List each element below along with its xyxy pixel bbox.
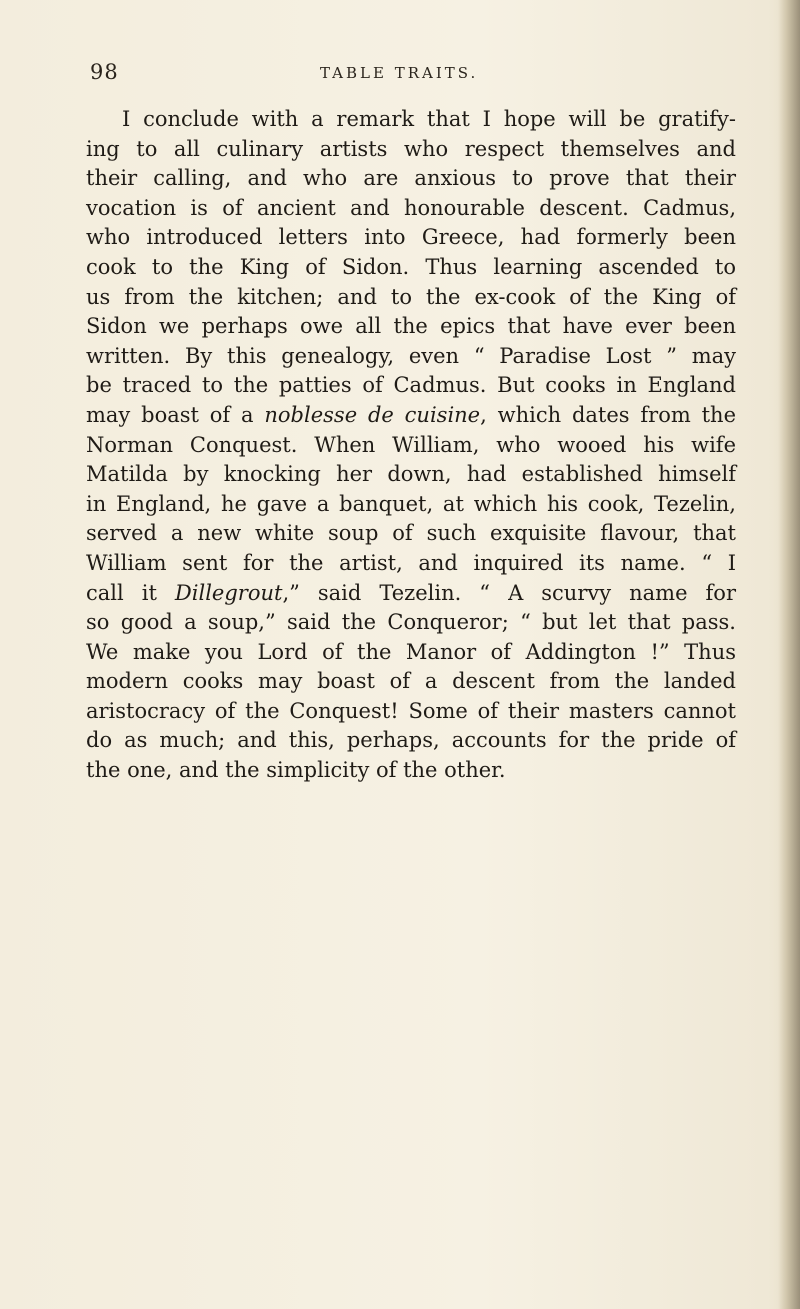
text-line: William sent for the artist, and inquired its name. “ I (86, 550, 736, 575)
text-line (86, 579, 736, 609)
text-line: in England, he gave a banquet, at which his cook, Tezelin, (86, 491, 736, 516)
page-number: 98 (90, 60, 119, 84)
text-line: aristocracy of the Conquest! Some of their masters cannot (86, 698, 736, 723)
italic-phrase: Dillegrout (174, 580, 283, 605)
text-line: who introduced letters into Greece, had formerly been (86, 225, 736, 250)
text-line: cook to the King of Sidon. Thus learning ascended to (86, 254, 736, 279)
text-line: written. By this genealogy, even “ Paradise Lost ” may (86, 343, 736, 368)
text-line: so good a soup,” said the Conqueror; “ but let that pass. (86, 610, 736, 635)
text-segment: , which dates from the (480, 402, 737, 427)
text-line: vocation is of ancient and honourable descent. Cadmus, (86, 195, 736, 220)
text-segment: call it (86, 580, 175, 605)
text-line: us from the kitchen; and to the ex-cook of the King of (86, 284, 736, 309)
text-line: be traced to the patties of Cadmus. But cooks in England (86, 373, 736, 398)
text-line: Norman Conquest. When William, who wooed his wife (86, 432, 736, 457)
text-segment: may boast of a (86, 402, 265, 427)
page-gutter-shadow (778, 0, 800, 1309)
text-line: Matilda by knocking her down, had established himself (86, 462, 736, 487)
text-line: modern cooks may boast of a descent from the landed (86, 669, 736, 694)
text-line: served a new white soup of such exquisite flavour, that (86, 521, 736, 546)
text-line: I conclude with a remark that I hope will be gratify- (122, 107, 736, 131)
body-paragraph (86, 105, 736, 786)
text-line (86, 401, 736, 431)
text-line: We make you Lord of the Manor of Addington !” Thus (86, 639, 736, 664)
running-head: TABLE TRAITS. (320, 64, 479, 82)
italic-phrase: noblesse de cuisine (264, 402, 481, 427)
text-line: their calling, and who are anxious to prove that their (86, 166, 736, 191)
text-segment: ,” said Tezelin. “ A scurvy name for (282, 580, 736, 605)
text-line: do as much; and this, perhaps, accounts for the pride of (86, 728, 736, 753)
text-line: ing to all culinary artists who respect themselves and (86, 136, 736, 161)
text-line: the one, and the simplicity of the other. (86, 758, 506, 783)
text-line: Sidon we perhaps owe all the epics that have ever been (86, 314, 736, 339)
